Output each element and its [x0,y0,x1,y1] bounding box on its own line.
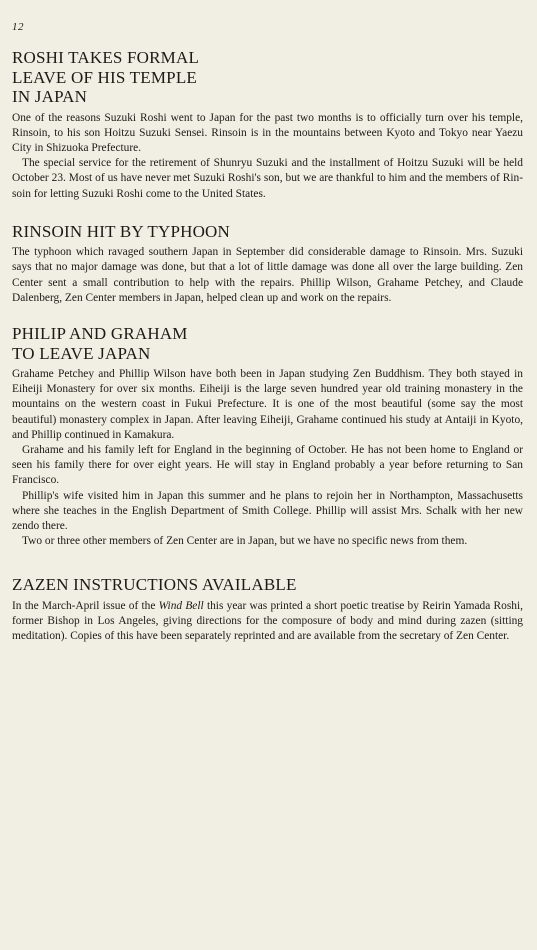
article-philip-graham [12,324,523,549]
article-headline [12,324,523,363]
article-paragraph: The special service for the retirement of Shunryu Suzuki and the installment of Hoitzu Suzuki will be held October 23. Most of us have never met Suzuki Roshi's son, but we are thankful to him and the members of Rinsoin for letting Suzuki Roshi come to the United States. [12,157,523,200]
article-headline [12,575,523,595]
article-paragraph: Two or three other members of Zen Center are in Japan, but we have no specific news from them. [22,535,468,548]
article-rinsoin-typhoon [12,222,523,306]
article-paragraph: One of the reasons Suzuki Roshi went to Japan for the past two months is to officially turn over his temple, Rinsoin, to his son Hoitzu Suzuki Sensei. Rinsoin is in the mountains between Kyoto and Tokyo near Yaezu City in Shizuoka Prefecture. [12,111,523,154]
article-headline [12,48,523,107]
article-paragraph [12,599,523,645]
headline-line: ROSHI TAKES FORMAL [12,48,200,67]
headline-line: PHILIP AND GRAHAM [12,324,188,344]
headline-line: IN JAPAN [12,87,88,106]
article-headline [12,222,523,242]
headline-line: LEAVE OF HIS TEMPLE [12,67,197,87]
headline-line: TO LEAVE JAPAN [12,343,151,363]
article-paragraph: Phillip's wife visited him in Japan this summer and he plans to rejoin her in Northampton, Massachusetts where she teaches in the English Department of Smith College. Phillip will assist Mrs. Schalk with her new zendo there. [12,489,523,533]
page-number: 12 [12,21,24,33]
article-zazen-instructions [12,575,523,644]
article-paragraph: The typhoon which ravaged southern Japan in September did considerable damage to Rinsoin. Mrs. Suzuki says that no major damage was done, but that a lot of little damage was done all over the large building. Zen Center sent a small contribution to help with the repairs. Phillip Wilson, Grahame Petchey, and Claude Dalenberg, Zen Center members in Japan, helped clean up and work on the repairs. [12,246,523,304]
article-roshi-takes-leave [12,48,523,202]
paragraph-text: In the March-April issue of the [12,599,159,612]
publication-title: Wind Bell [158,599,204,612]
article-paragraph: Grahame Petchey and Phillip Wilson have both been in Japan studying Zen Buddhism. They both stayed in Eiheiji Monastery for over six months. Eiheiji is the large seven hundred year old training monastery in the mountains on the western coast in Fukui Prefecture. It is one of the most beautiful (some say the most beautiful) monastery complex in Japan. After leaving Eiheiji, Grahame continued his study at Antaiji in Kyoto, and Phillip continued in Kamakura. [12,368,523,441]
paragraph-text: this year was printed a short poetic treatise by Reirin Yamada Roshi, former Bishop in Los Angeles, giving directions for the composure of body and mind during zazen (sitting meditation). Copies of this have been separately reprinted and are available from the secretary of Zen Center. [12,599,523,643]
headline-line: RINSOIN HIT BY TYPHOON [12,221,231,241]
headline-line: ZAZEN INSTRUCTIONS AVAILABLE [12,575,297,595]
article-paragraph: Grahame and his family left for England in the beginning of October. He has not been home to England or seen his family there for over eight years. He will stay in England probably a year before returning to San Francisco. [12,444,523,487]
